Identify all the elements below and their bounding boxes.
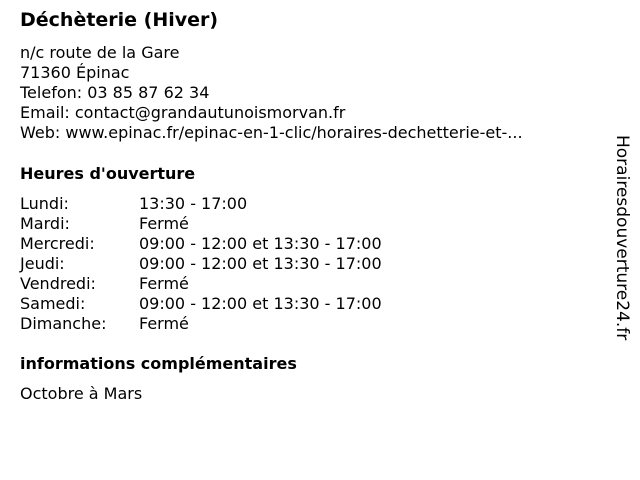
address-street: n/c route de la Gare (20, 43, 180, 62)
day-hours: 13:30 - 17:00 (139, 194, 248, 213)
day-hours: 09:00 - 12:00 et 13:30 - 17:00 (139, 254, 382, 273)
page-title: Déchèterie (Hiver) (20, 9, 219, 31)
info-text: Octobre à Mars (20, 384, 143, 403)
address-block (20, 43, 523, 143)
hours-heading: Heures d'ouverture (20, 164, 196, 183)
day-label: Mercredi: (20, 234, 95, 253)
day-hours: Fermé (139, 314, 189, 333)
day-label: Lundi: (20, 194, 69, 213)
day-hours: 09:00 - 12:00 et 13:30 - 17:00 (139, 294, 382, 313)
address-city: 71360 Épinac (20, 63, 130, 82)
day-hours: 09:00 - 12:00 et 13:30 - 17:00 (139, 234, 382, 253)
info-heading: informations complémentaires (20, 354, 297, 373)
email-line: Email: contact@grandautunoismorvan.fr (20, 103, 346, 122)
day-label: Mardi: (20, 214, 70, 233)
site-watermark: Horairesdouverture24.fr (612, 135, 632, 341)
phone-line: Telefon: 03 85 87 62 34 (20, 83, 210, 102)
day-label: Samedi: (20, 294, 86, 313)
day-hours: Fermé (139, 214, 189, 233)
web-line: Web: www.epinac.fr/epinac-en-1-clic/horaires-dechetterie-et-... (20, 123, 523, 142)
day-label: Vendredi: (20, 274, 96, 293)
day-hours: Fermé (139, 274, 189, 293)
day-label: Dimanche: (20, 314, 107, 333)
day-label: Jeudi: (20, 254, 65, 273)
